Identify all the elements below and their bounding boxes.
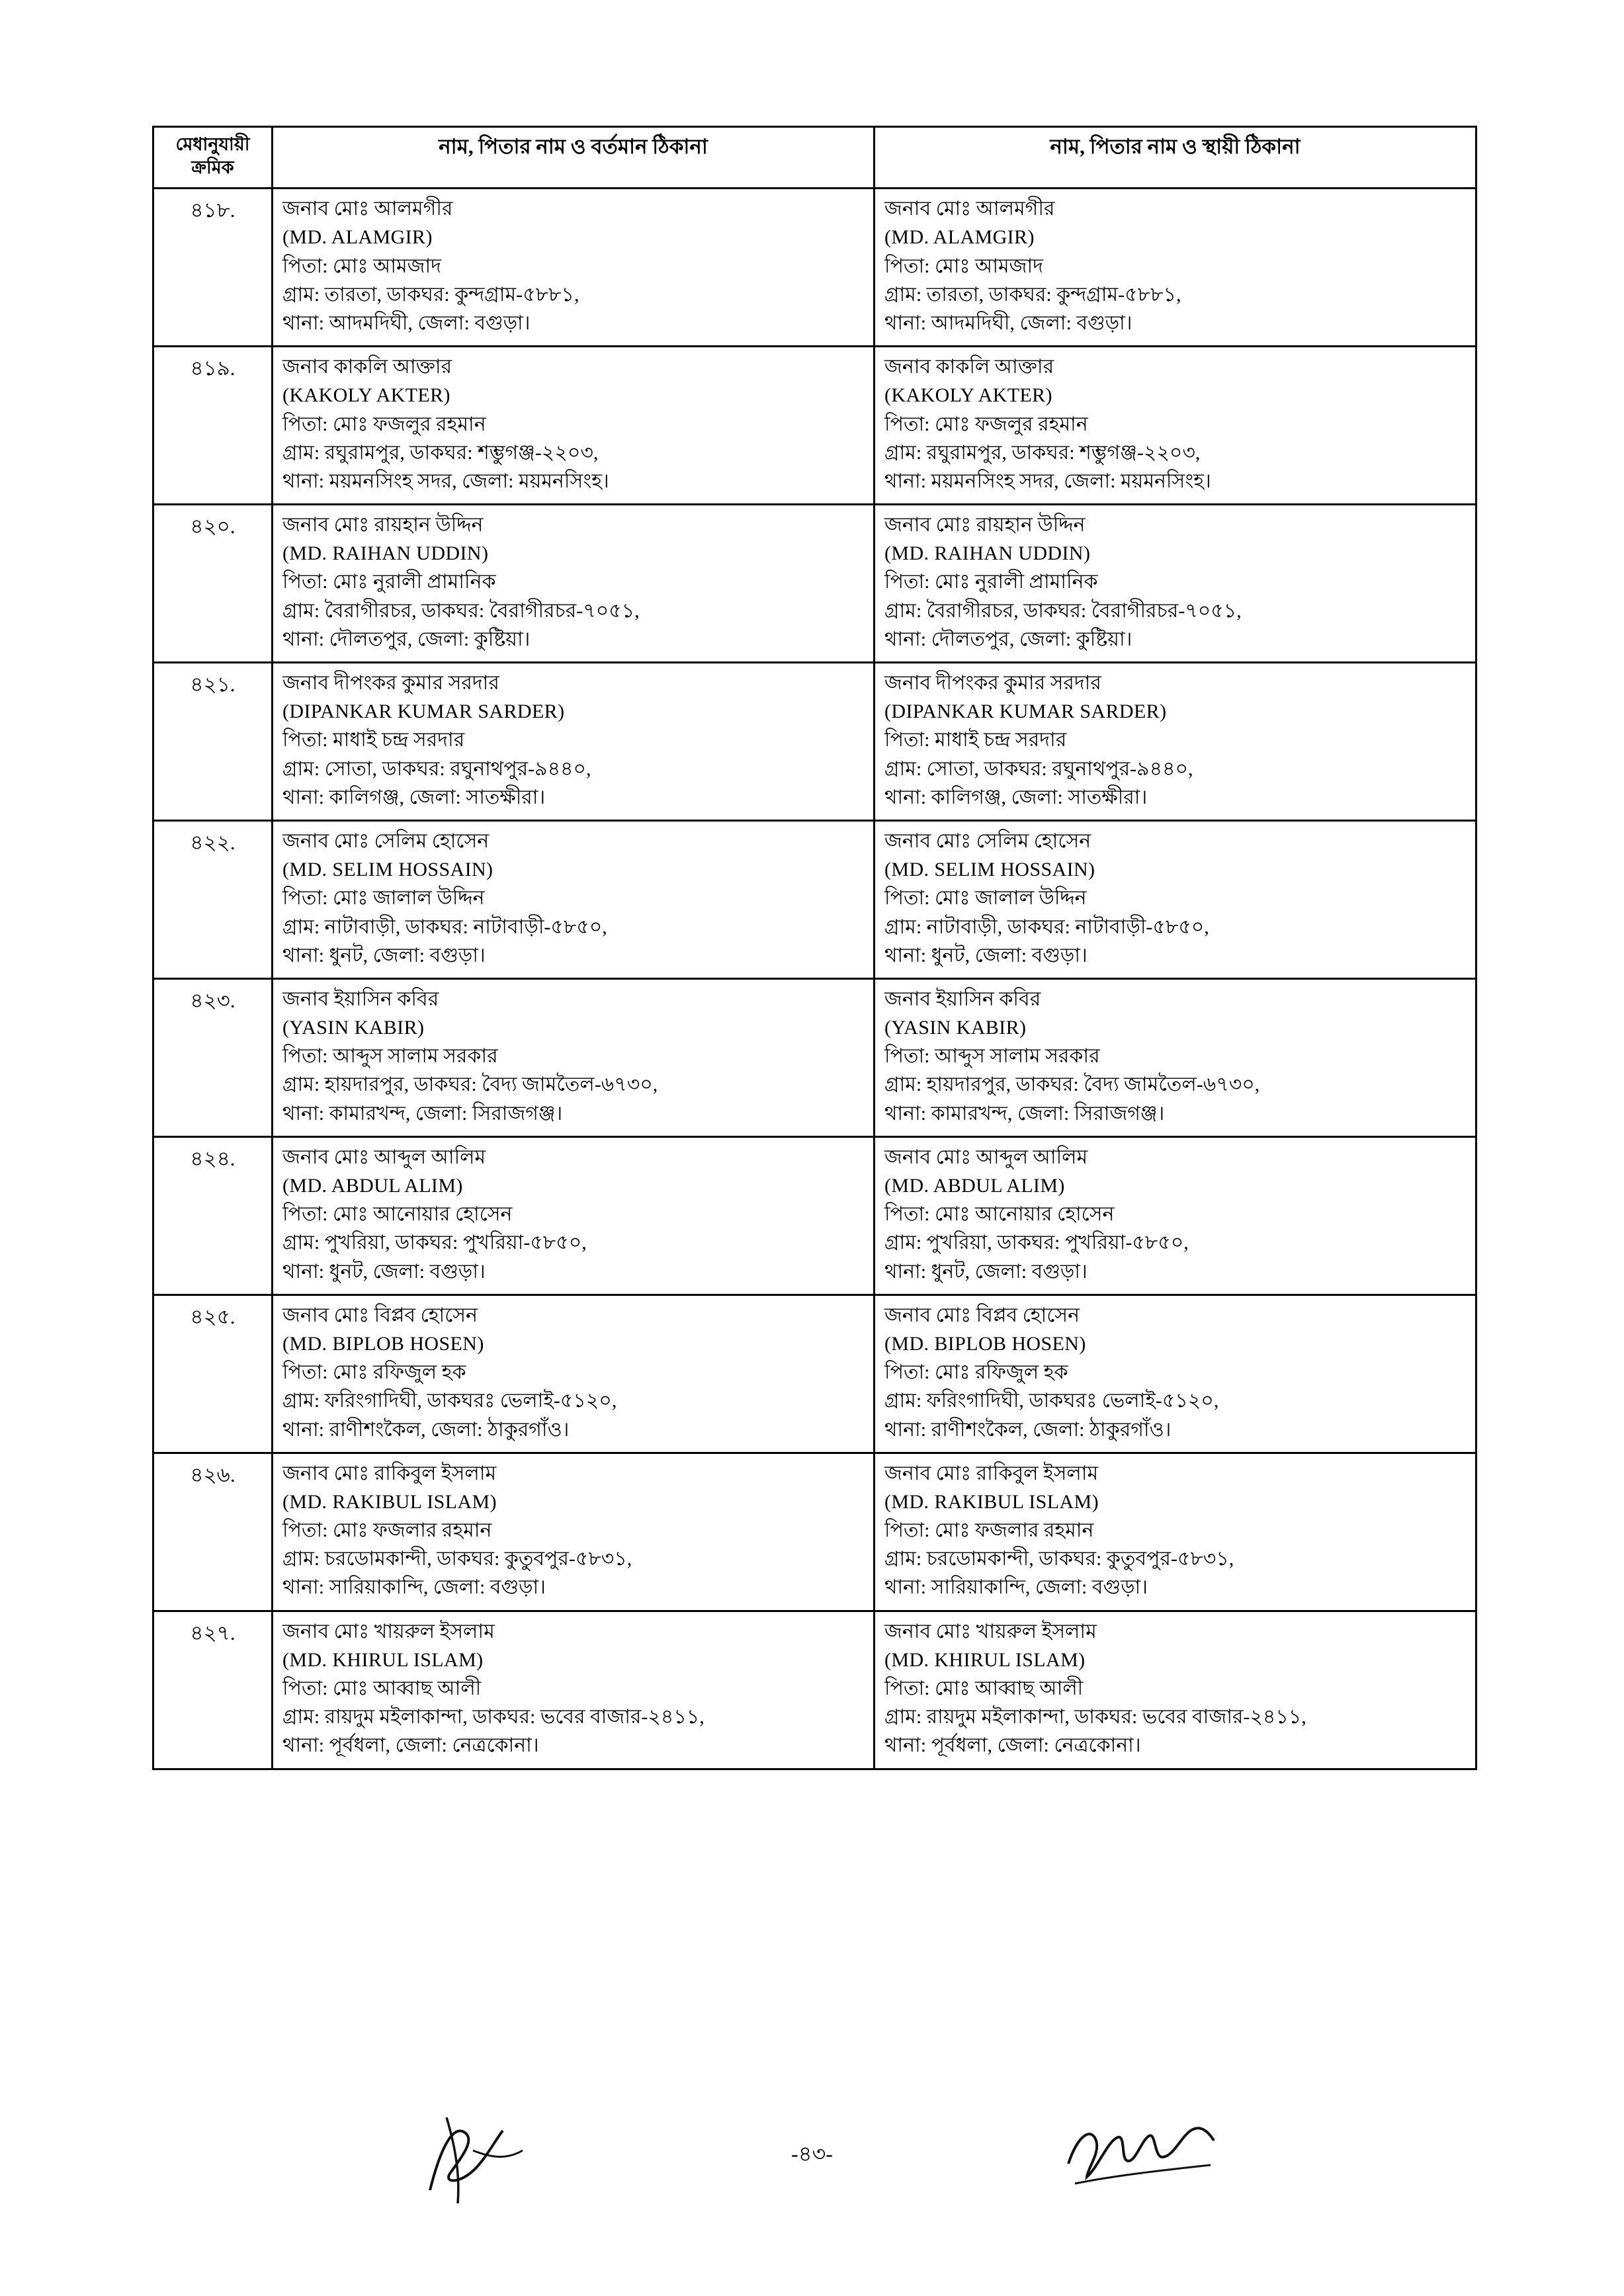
- address-line: থানা: রাণীশংকৈল, জেলা: ঠাকুরগাঁও।: [884, 1418, 1172, 1441]
- present-address-cell: [273, 1136, 875, 1295]
- table-row: [153, 1136, 1476, 1295]
- present-address-cell: [273, 978, 875, 1136]
- table-row: [153, 347, 1476, 505]
- address-line: পিতা: মোঃ ফজলার রহমান: [884, 1519, 1094, 1542]
- table-header: [153, 127, 1476, 189]
- column-header-serial-line1: মেধানুযায়ী: [175, 134, 250, 154]
- address-line: থানা: পূর্বধলা, জেলা: নেত্রকোনা।: [884, 1734, 1141, 1757]
- address-line: থানা: কালিগঞ্জ, জেলা: সাতক্ষীরা।: [282, 786, 546, 808]
- address-line: পিতা: আব্দুস সালাম সরকার: [884, 1045, 1100, 1068]
- address-line: থানা: ধুনট, জেলা: বগুড়া।: [282, 1260, 486, 1283]
- address-line: জনাব মোঃ রাকিবুল ইসলাম: [282, 1462, 497, 1484]
- address-line: জনাব মোঃ রায়হান উদ্দিন: [282, 514, 484, 536]
- address-line: জনাব মোঃ আব্দুল আলিম: [282, 1146, 486, 1168]
- address-line: থানা: রাণীশংকৈল, জেলা: ঠাকুরগাঁও।: [282, 1418, 570, 1441]
- permanent-address-cell: [875, 1611, 1476, 1769]
- address-line: পিতা: মোঃ আমজাদ: [884, 255, 1043, 277]
- address-line: গ্রাম: তারতা, ডাকঘর: কুন্দগ্রাম-৫৮৮১,: [884, 283, 1181, 306]
- address-line: জনাব মোঃ সেলিম হোসেন: [282, 829, 490, 852]
- address-line: গ্রাম: ফরিংগাদিঘী, ডাকঘরঃ ভেলাই-৫১২০,: [884, 1390, 1219, 1412]
- address-line: জনাব মোঃ বিপ্লব হোসেন: [884, 1304, 1080, 1326]
- address-line: পিতা: মোঃ আব্বাছ আলী: [282, 1678, 482, 1699]
- address-line: গ্রাম: চরডোমকান্দী, ডাকঘর: কুতুবপুর-৫৮৩১,: [884, 1548, 1234, 1570]
- address-line: গ্রাম: বৈরাগীরচর, ডাকঘর: বৈরাগীরচর-৭০৫১,: [282, 599, 640, 622]
- address-line: থানা: দৌলতপুর, জেলা: কুষ্টিয়া।: [282, 628, 531, 650]
- present-address-cell: [273, 1611, 875, 1769]
- address-line: (MD. ABDUL ALIM): [282, 1175, 463, 1197]
- table-header-row: [153, 127, 1476, 189]
- column-header-permanent-address: নাম, পিতার নাম ও স্থায়ী ঠিকানা: [875, 127, 1476, 189]
- address-line: জনাব মোঃ খায়রুল ইসলাম: [884, 1620, 1097, 1642]
- page-footer: [0, 2098, 1624, 2217]
- address-line: জনাব দীপংকর কুমার সরদার: [884, 672, 1101, 694]
- present-address-cell: [273, 1295, 875, 1453]
- address-line: থানা: কামারখন্দ, জেলা: সিরাজগঞ্জ।: [884, 1102, 1165, 1125]
- address-line: পিতা: মোঃ ফজলুর রহমান: [884, 413, 1088, 435]
- address-line: জনাব মোঃ আব্দুল আলিম: [884, 1146, 1088, 1168]
- table-row: [153, 1611, 1476, 1769]
- address-line: থানা: ময়মনসিংহ সদর, জেলা: ময়মনসিংহ।: [884, 470, 1211, 492]
- present-address-cell: [273, 347, 875, 505]
- address-line: (KAKOLY AKTER): [282, 384, 450, 407]
- address-line: (DIPANKAR KUMAR SARDER): [884, 701, 1167, 723]
- row-serial: ৪১৮.: [153, 189, 273, 347]
- address-line: (MD. RAKIBUL ISLAM): [884, 1490, 1099, 1513]
- address-line: জনাব মোঃ রাকিবুল ইসলাম: [884, 1462, 1099, 1484]
- address-line: পিতা: মাধাই চন্দ্র সরদার: [884, 729, 1067, 751]
- address-line: (MD. BIPLOB HOSEN): [884, 1332, 1086, 1355]
- present-address-cell: [273, 1453, 875, 1611]
- row-serial: ৪২৩.: [153, 978, 273, 1136]
- address-line: পিতা: মোঃ নুরালী প্রামানিক: [884, 571, 1098, 593]
- column-header-serial-line2: ক্রমিক: [191, 157, 234, 178]
- address-line: থানা: ধুনট, জেলা: বগুড়া।: [282, 944, 486, 966]
- address-line: থানা: সারিয়াকান্দি, জেলা: বগুড়া।: [282, 1576, 546, 1599]
- permanent-address-cell: [875, 347, 1476, 505]
- permanent-address-cell: [875, 1453, 1476, 1611]
- address-line: পিতা: মোঃ আনোয়ার হোসেন: [884, 1203, 1115, 1226]
- address-line: থানা: ধুনট, জেলা: বগুড়া।: [884, 1260, 1088, 1283]
- table-row: [153, 663, 1476, 821]
- signature-left: [410, 2111, 542, 2210]
- address-line: জনাব মোঃ খায়রুল ইসলাম: [282, 1620, 495, 1642]
- address-line: পিতা: মোঃ রফিজুল হক: [884, 1361, 1068, 1384]
- present-address-cell: [273, 189, 875, 347]
- address-line: পিতা: মোঃ জালাল উদ্দিন: [884, 887, 1087, 910]
- permanent-address-cell: [875, 978, 1476, 1136]
- address-line: জনাব কাকলি আক্তার: [884, 356, 1054, 378]
- address-line: পিতা: আব্দুস সালাম সরকার: [282, 1045, 498, 1068]
- address-line: গ্রাম: সোতা, ডাকঘর: রঘুনাথপুর-৯৪৪০,: [884, 757, 1193, 780]
- address-line: (YASIN KABIR): [884, 1017, 1027, 1039]
- address-line: (MD. ALAMGIR): [884, 226, 1035, 249]
- address-line: (MD. KHIRUL ISLAM): [282, 1648, 484, 1671]
- row-serial: ৪২৫.: [153, 1295, 273, 1453]
- column-header-serial: [153, 127, 273, 189]
- address-line: গ্রাম: বৈরাগীরচর, ডাকঘর: বৈরাগীরচর-৭০৫১,: [884, 599, 1242, 622]
- row-serial: ৪২৪.: [153, 1136, 273, 1295]
- page-number: -৪৩-: [791, 2142, 833, 2166]
- address-line: গ্রাম: রায়দুম মইলাকান্দা, ডাকঘর: ভবের বাজার-২৪১১,: [884, 1706, 1306, 1728]
- address-line: জনাব মোঃ আলমগীর: [884, 198, 1055, 220]
- address-line: (MD. SELIM HOSSAIN): [282, 859, 493, 881]
- row-serial: ৪২৭.: [153, 1611, 273, 1769]
- address-line: (MD. KHIRUL ISLAM): [884, 1648, 1086, 1671]
- address-line: থানা: সারিয়াকান্দি, জেলা: বগুড়া।: [884, 1576, 1148, 1599]
- table-row: [153, 978, 1476, 1136]
- permanent-address-cell: [875, 1295, 1476, 1453]
- row-serial: ৪২২.: [153, 820, 273, 978]
- address-line: (MD. RAIHAN UDDIN): [884, 542, 1091, 565]
- address-line: থানা: ময়মনসিংহ সদর, জেলা: ময়মনসিংহ।: [282, 470, 609, 492]
- address-line: থানা: কামারখন্দ, জেলা: সিরাজগঞ্জ।: [282, 1102, 563, 1125]
- address-line: গ্রাম: সোতা, ডাকঘর: রঘুনাথপুর-৯৪৪০,: [282, 757, 591, 780]
- table-row: [153, 820, 1476, 978]
- address-line: গ্রাম: রঘুরামপুর, ডাকঘর: শম্ভুগঞ্জ-২২০৩,: [282, 441, 599, 464]
- permanent-address-cell: [875, 505, 1476, 663]
- address-line: (DIPANKAR KUMAR SARDER): [282, 701, 565, 723]
- permanent-address-cell: [875, 663, 1476, 821]
- address-line: গ্রাম: হায়দারপুর, ডাকঘর: বৈদ্য জামতৈল-৬৭৩০,: [884, 1074, 1260, 1096]
- address-line: জনাব দীপংকর কুমার সরদার: [282, 672, 499, 694]
- present-address-cell: [273, 505, 875, 663]
- table-row: [153, 505, 1476, 663]
- address-line: জনাব মোঃ বিপ্লব হোসেন: [282, 1304, 478, 1326]
- candidate-roster-table: [152, 126, 1477, 1770]
- address-line: গ্রাম: পুখরিয়া, ডাকঘর: পুখরিয়া-৫৮৫০,: [884, 1232, 1189, 1254]
- row-serial: ৪২১.: [153, 663, 273, 821]
- address-line: (MD. RAIHAN UDDIN): [282, 542, 489, 565]
- address-line: থানা: ধুনট, জেলা: বগুড়া।: [884, 944, 1088, 966]
- address-line: জনাব মোঃ রায়হান উদ্দিন: [884, 514, 1086, 536]
- address-line: পিতা: মোঃ রফিজুল হক: [282, 1361, 466, 1384]
- address-line: জনাব ইয়াসিন কবির: [884, 988, 1041, 1010]
- address-line: পিতা: মোঃ জালাল উদ্দিন: [282, 887, 485, 910]
- address-line: (MD. RAKIBUL ISLAM): [282, 1490, 497, 1513]
- present-address-cell: [273, 663, 875, 821]
- address-line: থানা: আদমদিঘী, জেলা: বগুড়া।: [884, 312, 1133, 334]
- address-line: জনাব মোঃ সেলিম হোসেন: [884, 829, 1091, 852]
- address-line: (YASIN KABIR): [282, 1017, 425, 1039]
- table-row: [153, 1453, 1476, 1611]
- address-line: থানা: আদমদিঘী, জেলা: বগুড়া।: [282, 312, 531, 334]
- address-line: (MD. ALAMGIR): [282, 226, 433, 249]
- column-header-present-address: নাম, পিতার নাম ও বর্তমান ঠিকানা: [273, 127, 875, 189]
- address-line: গ্রাম: নাটাবাড়ী, ডাকঘর: নাটাবাড়ী-৫৮৫০,: [884, 915, 1209, 938]
- address-line: গ্রাম: চরডোমকান্দী, ডাকঘর: কুতুবপুর-৫৮৩১,: [282, 1548, 632, 1570]
- row-serial: ৪২০.: [153, 505, 273, 663]
- table-row: [153, 1295, 1476, 1453]
- address-line: গ্রাম: রঘুরামপুর, ডাকঘর: শম্ভুগঞ্জ-২২০৩,: [884, 441, 1201, 464]
- address-line: থানা: পূর্বধলা, জেলা: নেত্রকোনা।: [282, 1734, 539, 1757]
- address-line: (KAKOLY AKTER): [884, 384, 1052, 407]
- address-line: গ্রাম: ফরিংগাদিঘী, ডাকঘরঃ ভেলাই-৫১২০,: [282, 1390, 617, 1412]
- address-line: জনাব ইয়াসিন কবির: [282, 988, 439, 1010]
- address-line: (MD. ABDUL ALIM): [884, 1175, 1065, 1197]
- address-line: গ্রাম: রায়দুম মইলাকান্দা, ডাকঘর: ভবের বাজার-২৪১১,: [282, 1706, 705, 1728]
- permanent-address-cell: [875, 820, 1476, 978]
- address-line: জনাব মোঃ আলমগীর: [282, 198, 453, 220]
- address-line: পিতা: মোঃ আমজাদ: [282, 255, 441, 277]
- address-line: পিতা: মোঃ আনোয়ার হোসেন: [282, 1203, 513, 1226]
- row-serial: ৪২৬.: [153, 1453, 273, 1611]
- present-address-cell: [273, 820, 875, 978]
- signature-right: [1055, 2104, 1227, 2203]
- address-line: গ্রাম: নাটাবাড়ী, ডাকঘর: নাটাবাড়ী-৫৮৫০,: [282, 915, 607, 938]
- address-line: পিতা: মোঃ নুরালী প্রামানিক: [282, 571, 496, 593]
- address-line: পিতা: মোঃ আব্বাছ আলী: [884, 1678, 1084, 1699]
- address-line: (MD. BIPLOB HOSEN): [282, 1332, 484, 1355]
- row-serial: ৪১৯.: [153, 347, 273, 505]
- table-body: [153, 189, 1476, 1769]
- address-line: পিতা: মাধাই চন্দ্র সরদার: [282, 729, 465, 751]
- address-line: জনাব কাকলি আক্তার: [282, 356, 452, 378]
- address-line: গ্রাম: হায়দারপুর, ডাকঘর: বৈদ্য জামতৈল-৬৭৩০,: [282, 1074, 658, 1096]
- address-line: পিতা: মোঃ ফজলুর রহমান: [282, 413, 486, 435]
- address-line: থানা: কালিগঞ্জ, জেলা: সাতক্ষীরা।: [884, 786, 1148, 808]
- address-line: গ্রাম: তারতা, ডাকঘর: কুন্দগ্রাম-৫৮৮১,: [282, 283, 579, 306]
- permanent-address-cell: [875, 1136, 1476, 1295]
- table-row: [153, 189, 1476, 347]
- permanent-address-cell: [875, 189, 1476, 347]
- address-line: থানা: দৌলতপুর, জেলা: কুষ্টিয়া।: [884, 628, 1133, 650]
- address-line: (MD. SELIM HOSSAIN): [884, 859, 1095, 881]
- address-line: গ্রাম: পুখরিয়া, ডাকঘর: পুখরিয়া-৫৮৫০,: [282, 1232, 587, 1254]
- address-line: পিতা: মোঃ ফজলার রহমান: [282, 1519, 492, 1542]
